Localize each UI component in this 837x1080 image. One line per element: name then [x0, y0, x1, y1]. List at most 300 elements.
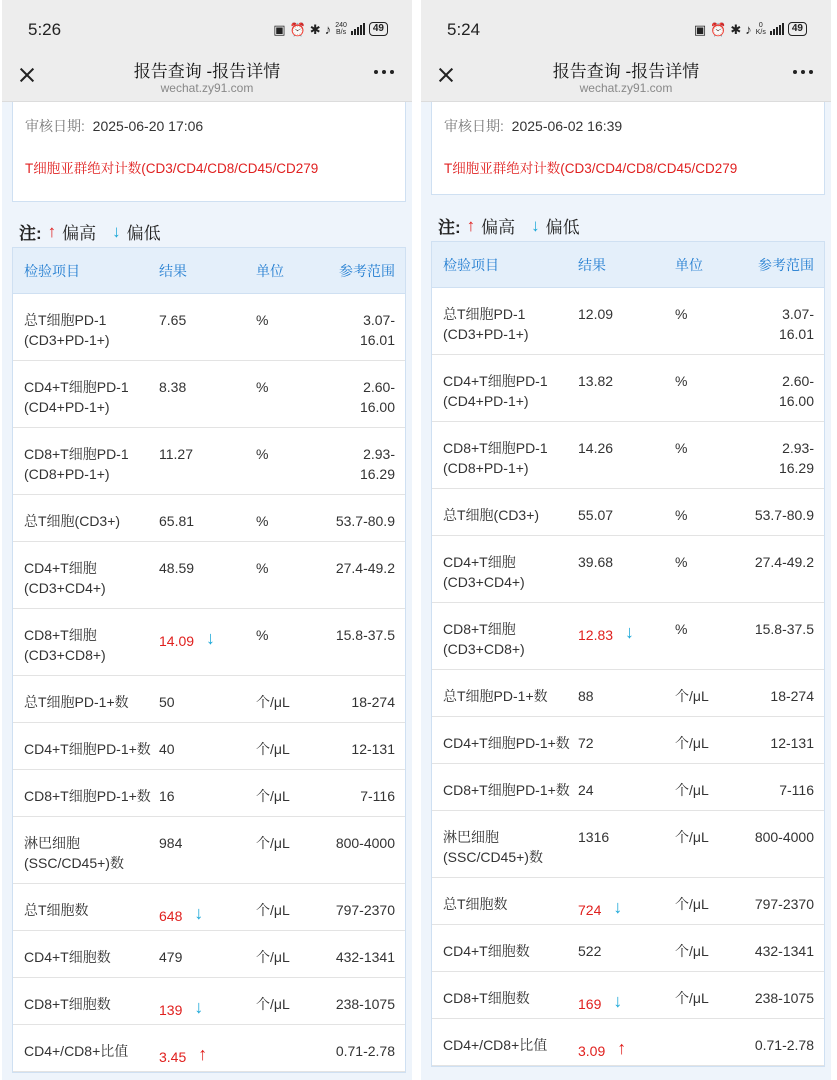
item-name-line1: CD4+T细胞PD-1+数	[24, 741, 151, 757]
table-header-cell: 结果	[578, 256, 606, 273]
reference-range-line1: 18-274	[351, 694, 395, 710]
table-header-cell: 检验项目	[24, 262, 80, 279]
review-date-value: 2025-06-02 16:39	[511, 118, 623, 134]
item-name-line1: CD4+T细胞数	[24, 949, 111, 965]
reference-range-line1: 800-4000	[754, 829, 814, 845]
nfc-icon: ▣	[693, 21, 707, 37]
item-name-line2: (CD8+PD-1+)	[24, 466, 110, 482]
item-reference-range	[735, 552, 824, 572]
item-unit: %	[675, 306, 688, 322]
results-table	[431, 241, 825, 1067]
item-unit: 个/μL	[256, 949, 290, 965]
result-value: 88	[578, 688, 594, 704]
item-name-line2: (CD4+PD-1+)	[24, 399, 110, 415]
alarm-icon: ⏰	[710, 21, 727, 37]
legend-high-label: 偏高	[481, 218, 516, 237]
table-row[interactable]	[13, 978, 405, 1025]
item-name-line1: CD8+T细胞数	[443, 990, 530, 1006]
result-value: 24	[578, 782, 594, 798]
result-value: 14.09	[159, 633, 195, 649]
item-unit: 个/μL	[675, 990, 709, 1006]
item-result	[159, 692, 256, 712]
item-result	[159, 558, 256, 578]
item-name-line1: CD4+T细胞PD-1+数	[443, 735, 570, 751]
item-unit: 个/μL	[256, 788, 290, 804]
result-value: 724	[578, 902, 602, 918]
arrow-down-icon: ↓	[194, 903, 204, 923]
reference-range-line1: 797-2370	[335, 902, 395, 918]
result-value: 648	[159, 908, 183, 924]
result-value: 12.83	[578, 627, 614, 643]
item-unit: %	[675, 440, 688, 456]
reference-range-line2: 16.29	[359, 466, 395, 482]
table-row[interactable]	[13, 1025, 405, 1072]
item-reference-range	[735, 619, 824, 639]
reference-range-line1: 432-1341	[754, 943, 814, 959]
page-domain: wechat.zy91.com	[160, 81, 254, 95]
arrow-down-icon: ↓	[194, 997, 204, 1017]
table-row[interactable]	[432, 489, 824, 536]
reference-range-line1: 12-131	[770, 735, 814, 751]
item-reference-range	[735, 505, 824, 525]
item-name	[13, 994, 159, 1014]
item-name	[13, 833, 159, 873]
reference-range-line1: 15.8-37.5	[754, 621, 814, 637]
result-value: 39.68	[578, 554, 614, 570]
table-header-cell: 结果	[159, 262, 187, 279]
item-name-line2: (CD3+CD8+)	[24, 647, 106, 663]
reference-range-line1: 53.7-80.9	[335, 513, 395, 529]
result-value: 14.26	[578, 440, 614, 456]
item-name	[13, 692, 159, 712]
reference-range-line1: 12-131	[351, 741, 395, 757]
status-time: 5:26	[28, 20, 62, 39]
reference-range-line1: 7-116	[779, 782, 814, 798]
item-name-line1: 总T细胞数	[24, 902, 89, 918]
table-row[interactable]	[13, 495, 405, 542]
result-value: 55.07	[578, 507, 614, 523]
reference-range-line2: 16.01	[778, 326, 814, 342]
page-domain: wechat.zy91.com	[579, 81, 673, 95]
reference-range-line1: 2.93-	[363, 446, 395, 462]
item-name-line1: CD4+/CD8+比值	[443, 1037, 548, 1053]
item-name	[432, 827, 578, 867]
table-row[interactable]	[432, 764, 824, 811]
item-reference-range	[316, 833, 405, 853]
reference-range-line1: 2.93-	[782, 440, 814, 456]
item-name	[432, 1035, 578, 1055]
item-result	[159, 511, 256, 531]
review-date-label: 审核日期:	[444, 118, 504, 134]
status-time: 5:24	[447, 20, 481, 39]
reference-range-line1: 53.7-80.9	[754, 507, 814, 523]
result-value: 72	[578, 735, 594, 751]
item-result	[578, 827, 675, 847]
item-result	[578, 780, 675, 800]
item-reference-range	[316, 511, 405, 531]
item-name-line2: (CD3+CD4+)	[443, 574, 525, 590]
result-value: 40	[159, 741, 175, 757]
item-name-line2: (CD8+PD-1+)	[443, 460, 529, 476]
arrow-down-icon: ↓	[206, 628, 216, 648]
item-name-line2: (CD3+PD-1+)	[24, 332, 110, 348]
result-value: 984	[159, 835, 183, 851]
item-unit: 个/μL	[675, 896, 709, 912]
legend-high-label: 偏高	[62, 224, 97, 243]
table-row[interactable]	[13, 542, 405, 609]
item-name	[432, 304, 578, 344]
flag-legend	[19, 219, 171, 244]
page-title: 报告查询 -报告详情	[552, 62, 700, 81]
item-name-line1: CD4+T细胞数	[443, 943, 530, 959]
item-reference-range	[735, 686, 824, 706]
item-name-line1: 总T细胞PD-1	[24, 312, 107, 328]
table-row[interactable]	[432, 811, 824, 878]
item-result	[159, 900, 256, 926]
test-name: T细胞亚群绝对计数(CD3/CD4/CD8/CD45/CD279	[25, 161, 319, 176]
reference-range-line2: 16.00	[359, 399, 395, 415]
table-header	[432, 242, 824, 288]
arrow-up-icon: ↑	[47, 221, 57, 241]
table-row[interactable]	[13, 723, 405, 770]
result-value: 7.65	[159, 312, 187, 328]
table-header-cell: 参考范围	[339, 262, 395, 279]
item-unit: %	[675, 621, 688, 637]
item-name	[13, 444, 159, 484]
result-value: 8.38	[159, 379, 187, 395]
table-row[interactable]	[432, 355, 824, 422]
result-value: 50	[159, 694, 175, 710]
item-reference-range	[735, 780, 824, 800]
table-header-cell: 单位	[256, 262, 284, 279]
report-info-card	[12, 102, 406, 202]
result-value: 65.81	[159, 513, 195, 529]
item-name	[432, 505, 578, 525]
item-reference-range	[316, 994, 405, 1014]
item-name-line1: CD8+T细胞	[443, 621, 516, 637]
item-reference-range	[735, 827, 824, 847]
item-unit: %	[256, 379, 269, 395]
table-row[interactable]	[13, 817, 405, 884]
result-value: 1316	[578, 829, 610, 845]
reference-range-line1: 238-1075	[754, 990, 814, 1006]
arrow-down-icon: ↓	[625, 622, 635, 642]
item-reference-range	[316, 377, 405, 417]
item-unit: 个/μL	[675, 943, 709, 959]
item-result	[159, 833, 256, 853]
arrow-down-icon: ↓	[613, 991, 623, 1011]
item-name-line1: CD8+T细胞数	[24, 996, 111, 1012]
arrow-down-icon: ↓	[112, 221, 121, 241]
item-result	[578, 1035, 675, 1061]
item-name	[432, 686, 578, 706]
table-row[interactable]	[13, 931, 405, 978]
nav-bar	[421, 50, 831, 102]
item-reference-range	[735, 371, 824, 411]
item-name	[13, 739, 159, 759]
item-reference-range	[735, 438, 824, 478]
item-result	[578, 304, 675, 324]
item-result	[159, 377, 256, 397]
item-reference-range	[316, 444, 405, 484]
item-name-line1: 总T细胞(CD3+)	[443, 507, 540, 523]
table-row[interactable]	[432, 536, 824, 603]
screenshot-right	[421, 0, 831, 1080]
reference-range-line2: 16.00	[778, 393, 814, 409]
table-header	[13, 248, 405, 294]
item-name-line1: CD4+T细胞PD-1	[443, 373, 548, 389]
item-result	[578, 619, 675, 645]
table-row[interactable]	[13, 676, 405, 723]
reference-range-line1: 797-2370	[754, 896, 814, 912]
item-result	[159, 625, 256, 651]
result-value: 11.27	[159, 446, 193, 462]
nav-bar	[2, 50, 412, 102]
item-reference-range	[316, 310, 405, 350]
mute-icon: ♪	[745, 21, 752, 37]
reference-range-line1: 27.4-49.2	[335, 560, 395, 576]
item-name-line1: CD4+/CD8+比值	[24, 1043, 129, 1059]
reference-range-line2: 16.29	[778, 460, 814, 476]
result-value: 3.45	[159, 1049, 187, 1065]
item-name-line1: CD8+T细胞	[24, 627, 97, 643]
item-unit: 个/μL	[256, 835, 290, 851]
item-reference-range	[735, 1035, 824, 1055]
item-name	[432, 988, 578, 1008]
item-unit: %	[675, 507, 688, 523]
report-info-card	[431, 102, 825, 195]
reference-range-line1: 0.71-2.78	[335, 1043, 395, 1059]
item-result	[578, 438, 675, 458]
table-row[interactable]	[432, 422, 824, 489]
reference-range-line1: 2.60-	[782, 373, 814, 389]
item-name-line1: CD8+T细胞PD-1	[24, 446, 129, 462]
item-result	[578, 371, 675, 391]
status-bar	[2, 0, 412, 50]
nfc-icon: ▣	[273, 21, 286, 37]
review-date-label: 审核日期:	[25, 118, 85, 134]
item-unit: 个/μL	[256, 996, 290, 1012]
network-speed-value: 0	[758, 22, 763, 29]
item-result	[578, 686, 675, 706]
battery-icon: 49	[788, 22, 807, 36]
item-name-line1: 总T细胞数	[443, 896, 508, 912]
item-unit: %	[256, 312, 269, 328]
table-row[interactable]	[13, 884, 405, 931]
item-unit: 个/μL	[256, 741, 290, 757]
reference-range-line1: 7-116	[360, 788, 395, 804]
reference-range-line1: 27.4-49.2	[754, 554, 814, 570]
item-result	[159, 947, 256, 967]
result-value: 522	[578, 943, 602, 959]
reference-range-line1: 800-4000	[335, 835, 395, 851]
table-row[interactable]	[432, 1019, 824, 1066]
reference-range-line1: 18-274	[770, 688, 814, 704]
table-header-cell: 检验项目	[443, 256, 499, 273]
results-table	[12, 247, 406, 1073]
result-value: 139	[159, 1002, 183, 1018]
item-name	[432, 552, 578, 592]
table-header-cell: 参考范围	[758, 256, 814, 273]
review-date-row	[444, 116, 622, 136]
item-reference-range	[316, 1041, 405, 1061]
signal-icon	[351, 23, 365, 35]
item-unit: %	[256, 560, 269, 576]
item-name-line1: CD8+T细胞PD-1	[443, 440, 548, 456]
alarm-icon: ⏰	[289, 21, 306, 37]
item-name-line2: (CD4+PD-1+)	[443, 393, 529, 409]
result-value: 12.09	[578, 306, 614, 322]
arrow-up-icon: ↑	[617, 1038, 627, 1058]
network-speed-unit: K/s	[755, 29, 766, 36]
legend-low-label: 偏低	[126, 224, 161, 243]
item-name-line1: CD8+T细胞PD-1+数	[443, 782, 570, 798]
item-name	[432, 780, 578, 800]
arrow-down-icon: ↓	[531, 215, 540, 235]
item-name-line1: 总T细胞PD-1+数	[443, 688, 548, 704]
signal-icon	[770, 23, 784, 35]
item-name-line2: (SSC/CD45+)数	[443, 849, 543, 865]
item-name	[13, 558, 159, 598]
reference-range-line1: 3.07-	[782, 306, 814, 322]
item-result	[159, 1041, 256, 1067]
item-unit: 个/μL	[675, 782, 709, 798]
arrow-up-icon: ↑	[466, 215, 476, 235]
item-reference-range	[735, 304, 824, 344]
table-row[interactable]	[13, 770, 405, 817]
item-name	[13, 900, 159, 920]
table-row[interactable]	[432, 603, 824, 670]
status-bar	[421, 0, 831, 50]
item-name	[432, 619, 578, 659]
network-speed	[335, 22, 347, 36]
legend-note: 注:	[438, 218, 461, 237]
item-result	[578, 988, 675, 1014]
page-title: 报告查询 -报告详情	[133, 62, 281, 81]
reference-range-line1: 2.60-	[363, 379, 395, 395]
test-name: T细胞亚群绝对计数(CD3/CD4/CD8/CD45/CD279	[444, 161, 738, 176]
item-unit: 个/μL	[256, 694, 290, 710]
reference-range-line1: 432-1341	[335, 949, 395, 965]
result-value: 3.09	[578, 1043, 606, 1059]
result-value: 48.59	[159, 560, 195, 576]
item-name-line1: 淋巴细胞	[443, 829, 499, 845]
item-name	[432, 371, 578, 411]
reference-range-line2: 16.01	[359, 332, 395, 348]
item-name-line1: CD8+T细胞PD-1+数	[24, 788, 151, 804]
item-name-line1: 淋巴细胞	[24, 835, 80, 851]
item-result	[578, 552, 675, 572]
table-row[interactable]	[432, 717, 824, 764]
table-row[interactable]	[13, 428, 405, 495]
table-row[interactable]	[432, 670, 824, 717]
item-name-line2: (SSC/CD45+)数	[24, 855, 124, 871]
item-reference-range	[735, 988, 824, 1008]
item-name	[13, 625, 159, 665]
result-value: 479	[159, 949, 183, 965]
review-date-value: 2025-06-20 17:06	[92, 118, 204, 134]
item-name-line1: 总T细胞(CD3+)	[24, 513, 121, 529]
item-unit: 个/μL	[675, 735, 709, 751]
more-icon[interactable]	[793, 70, 813, 74]
item-result	[159, 310, 256, 330]
item-unit: 个/μL	[675, 829, 709, 845]
item-name-line1: CD4+T细胞	[443, 554, 516, 570]
item-name-line1: 总T细胞PD-1+数	[24, 694, 129, 710]
table-row[interactable]	[13, 609, 405, 676]
item-result	[578, 941, 675, 961]
item-result	[578, 505, 675, 525]
legend-low-label: 偏低	[545, 218, 580, 237]
item-name	[13, 1041, 159, 1061]
table-row[interactable]	[432, 878, 824, 925]
item-reference-range	[316, 625, 405, 645]
network-speed	[756, 22, 766, 36]
review-date-row	[25, 116, 203, 136]
item-unit: 个/μL	[675, 688, 709, 704]
item-name	[432, 438, 578, 478]
item-reference-range	[735, 733, 824, 753]
result-value: 16	[159, 788, 175, 804]
item-reference-range	[316, 947, 405, 967]
result-value: 169	[578, 996, 602, 1012]
table-row[interactable]	[13, 361, 405, 428]
item-name	[432, 733, 578, 753]
item-result	[159, 444, 256, 464]
network-speed-unit: B/s	[335, 29, 347, 36]
table-row[interactable]	[13, 294, 405, 361]
item-name-line2: (CD3+PD-1+)	[443, 326, 529, 342]
item-reference-range	[316, 558, 405, 578]
item-reference-range	[735, 941, 824, 961]
table-row[interactable]	[432, 925, 824, 972]
item-name-line1: CD4+T细胞PD-1	[24, 379, 129, 395]
bluetooth-icon: ✱	[309, 21, 321, 37]
status-icons	[273, 22, 388, 36]
item-name-line1: 总T细胞PD-1	[443, 306, 526, 322]
item-name	[432, 894, 578, 914]
network-speed-value: 240	[335, 22, 347, 29]
arrow-up-icon: ↑	[198, 1044, 208, 1064]
item-name	[432, 941, 578, 961]
item-unit: %	[256, 513, 269, 529]
item-name	[13, 310, 159, 350]
legend-note: 注:	[19, 224, 42, 243]
item-name	[13, 786, 159, 806]
reference-range-line1: 15.8-37.5	[335, 627, 395, 643]
item-name	[13, 377, 159, 417]
bluetooth-icon: ✱	[730, 21, 742, 37]
flag-legend	[438, 213, 590, 238]
item-unit: %	[675, 373, 688, 389]
item-result	[159, 994, 256, 1020]
item-result	[159, 739, 256, 759]
more-icon[interactable]	[374, 70, 394, 74]
item-reference-range	[316, 692, 405, 712]
table-row[interactable]	[432, 288, 824, 355]
item-unit: %	[256, 446, 269, 462]
result-value: 13.82	[578, 373, 614, 389]
arrow-down-icon: ↓	[613, 897, 623, 917]
item-name	[13, 511, 159, 531]
item-result	[159, 786, 256, 806]
table-row[interactable]	[432, 972, 824, 1019]
item-reference-range	[316, 786, 405, 806]
mute-icon: ♪	[324, 21, 332, 37]
screenshot-left	[2, 0, 412, 1080]
table-header-cell: 单位	[675, 256, 703, 273]
item-reference-range	[735, 894, 824, 914]
